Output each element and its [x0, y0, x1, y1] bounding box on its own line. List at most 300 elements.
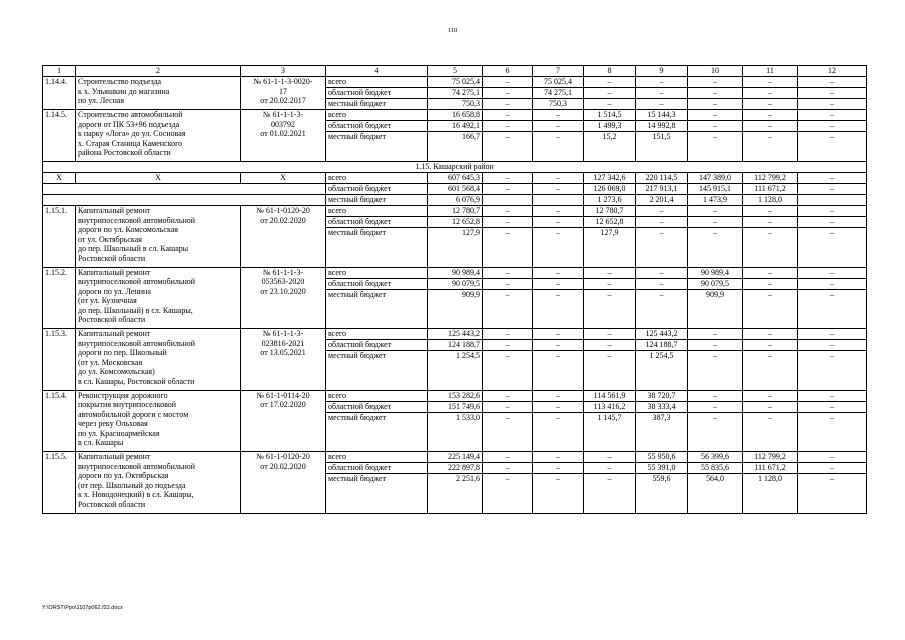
cell-line: внутрипоселковой автомобильной	[78, 338, 196, 348]
item-name	[76, 77, 241, 110]
cell-line: дороги по ул. Октябрьская	[78, 471, 169, 480]
value-cell: –	[533, 110, 584, 121]
value-cell: –	[743, 329, 798, 340]
value-cell: –	[584, 278, 636, 289]
value-cell: 125 443,2	[636, 329, 688, 340]
item-number: 1.15.2.	[43, 267, 76, 329]
value-cell: –	[533, 351, 584, 391]
cell-line: х. Старая Станица Каменского	[78, 138, 183, 148]
value-cell: 127,9	[428, 228, 483, 268]
value-cell: –	[584, 329, 636, 340]
cell-line: до пер. Школьный в сл. Кашары	[78, 244, 189, 253]
value-cell: –	[636, 88, 688, 99]
value-cell: –	[743, 132, 798, 162]
value-cell: –	[743, 110, 798, 121]
value-cell: –	[483, 463, 533, 474]
value-cell: 74 275,1	[533, 88, 584, 99]
value-cell: –	[483, 99, 533, 110]
budget-label: всего	[326, 110, 428, 121]
value-cell: –	[798, 184, 867, 195]
value-cell: –	[636, 217, 688, 228]
value-cell: 15,2	[584, 132, 636, 162]
value-cell: –	[743, 412, 798, 452]
budget-label: областной бюджет	[326, 340, 428, 351]
table-row	[43, 329, 867, 340]
value-cell: –	[688, 77, 743, 88]
value-cell: –	[798, 121, 867, 132]
value-cell: –	[483, 77, 533, 88]
value-cell: –	[798, 289, 867, 329]
column-header: 9	[636, 66, 688, 77]
value-cell: –	[533, 452, 584, 463]
value-cell: –	[743, 228, 798, 268]
value-cell: 16 658,8	[428, 110, 483, 121]
value-cell: 111 671,2	[743, 184, 798, 195]
column-header: 8	[584, 66, 636, 77]
value-cell: 90 989,4	[428, 267, 483, 278]
column-header: 1	[43, 66, 76, 77]
value-cell: –	[584, 99, 636, 110]
value-cell: –	[743, 217, 798, 228]
cell-line: от 23.10.2020	[260, 286, 306, 296]
budget-label: местный бюджет	[326, 412, 428, 452]
value-cell: –	[688, 206, 743, 217]
value-cell: 12 780,7	[428, 206, 483, 217]
value-cell: –	[688, 329, 743, 340]
value-cell: –	[688, 217, 743, 228]
value-cell: 145 915,1	[688, 184, 743, 195]
value-cell: 127,9	[584, 228, 636, 268]
value-cell: –	[798, 351, 867, 391]
value-cell: –	[533, 463, 584, 474]
item-name	[76, 267, 241, 329]
value-cell: –	[483, 452, 533, 463]
cell-line: в сл. Кашары	[78, 438, 124, 447]
value-cell: –	[483, 390, 533, 401]
value-cell: –	[798, 173, 867, 184]
value-cell: 112 799,2	[743, 452, 798, 463]
value-cell: –	[688, 340, 743, 351]
value-cell: –	[636, 289, 688, 329]
table-row	[43, 77, 867, 88]
cell-line: № 61-1-1-3-	[262, 267, 304, 277]
cell-line: 003792	[271, 119, 295, 129]
budget-table	[42, 65, 867, 514]
cell-line: покрытия внутрипоселковой	[78, 400, 177, 409]
cell-line: № 61-1-1-3-	[262, 110, 304, 119]
value-cell: –	[483, 206, 533, 217]
cell-line: дороги по ул. Комсомольская	[78, 225, 178, 234]
column-header: 4	[326, 66, 428, 77]
budget-label: областной бюджет	[326, 88, 428, 99]
value-cell: 217 913,1	[636, 184, 688, 195]
value-cell: –	[584, 267, 636, 278]
value-cell: 607 645,3	[428, 173, 483, 184]
value-cell: 559,6	[636, 474, 688, 514]
value-cell: –	[743, 99, 798, 110]
value-cell: 126 069,0	[584, 184, 636, 195]
budget-label: областной бюджет	[326, 184, 428, 195]
value-cell: 127 342,6	[584, 173, 636, 184]
value-cell: –	[483, 289, 533, 329]
value-cell: 147 389,0	[688, 173, 743, 184]
cell-line: Строительство автомобильной	[78, 110, 183, 119]
value-cell: –	[483, 184, 533, 195]
value-cell: –	[743, 88, 798, 99]
value-cell: 387,3	[636, 412, 688, 452]
value-cell: –	[584, 351, 636, 391]
value-cell: –	[688, 110, 743, 121]
cell-line: дороги от ПК 53+96 подъезда	[78, 119, 180, 129]
budget-label: всего	[326, 452, 428, 463]
value-cell: –	[533, 206, 584, 217]
value-cell: –	[798, 329, 867, 340]
value-cell: –	[483, 401, 533, 412]
value-cell: –	[798, 452, 867, 463]
value-cell: 12 652,8	[428, 217, 483, 228]
value-cell: –	[636, 278, 688, 289]
value-cell: 220 114,5	[636, 173, 688, 184]
value-cell: –	[798, 88, 867, 99]
value-cell: –	[533, 289, 584, 329]
value-cell: –	[533, 474, 584, 514]
value-cell	[533, 195, 584, 206]
budget-label: всего	[326, 390, 428, 401]
value-cell: –	[798, 278, 867, 289]
value-cell: –	[798, 401, 867, 412]
cell-line: дороги по пер. Школьный	[78, 348, 167, 357]
value-cell: 1 473,9	[688, 195, 743, 206]
value-cell: –	[688, 228, 743, 268]
value-cell: 222 897,8	[428, 463, 483, 474]
item-document	[241, 267, 326, 329]
value-cell: –	[798, 463, 867, 474]
cell-line: от ул. Октябрьская	[78, 234, 142, 244]
column-header: 6	[483, 66, 533, 77]
value-cell: 1 145,7	[584, 412, 636, 452]
value-cell: 750,3	[533, 99, 584, 110]
value-cell: –	[584, 340, 636, 351]
value-cell: –	[483, 474, 533, 514]
cell-line: (от пер. Школьный до подъезда	[78, 480, 186, 490]
value-cell: –	[533, 412, 584, 452]
item-name	[76, 206, 241, 268]
value-cell: –	[483, 351, 533, 391]
value-cell: –	[483, 88, 533, 99]
cell-line: от 13.05.2021	[260, 348, 306, 357]
cell-line: к парку «Лога» до ул. Сосновая	[78, 129, 186, 138]
value-cell: 1 254,5	[636, 351, 688, 391]
cell-line: (от ул. Кузнечная	[78, 296, 137, 305]
budget-label: областной бюджет	[326, 401, 428, 412]
value-cell: 75 025,4	[428, 77, 483, 88]
value-cell: –	[533, 267, 584, 278]
value-cell: –	[743, 278, 798, 289]
item-document	[241, 452, 326, 514]
value-cell: 909,9	[688, 289, 743, 329]
cell-line: автомобильной дороги с мостом	[78, 409, 189, 419]
value-cell: –	[636, 99, 688, 110]
cell-line: к х. Новодонецкий) в сл. Кашары,	[78, 490, 194, 499]
value-cell	[798, 195, 867, 206]
value-cell: –	[483, 110, 533, 121]
value-cell: 16 492,1	[428, 121, 483, 132]
budget-label: всего	[326, 206, 428, 217]
value-cell: 2 251,6	[428, 474, 483, 514]
column-header: 10	[688, 66, 743, 77]
value-cell: 14 992,8	[636, 121, 688, 132]
cell-line: 023816-2021	[261, 338, 305, 348]
value-cell: –	[584, 289, 636, 329]
section-row	[43, 162, 867, 173]
cell-line: от 20.02.2017	[260, 96, 306, 105]
cell-line: 053563-2020	[261, 277, 305, 286]
value-cell: 1 273,6	[584, 195, 636, 206]
column-header: 7	[533, 66, 584, 77]
value-cell: 153 282,6	[428, 390, 483, 401]
value-cell: –	[636, 77, 688, 88]
value-cell: –	[584, 77, 636, 88]
cell-line: от 20.02.2020	[260, 461, 306, 471]
value-cell: –	[483, 173, 533, 184]
value-cell: 111 671,2	[743, 463, 798, 474]
value-cell: –	[483, 121, 533, 132]
value-cell: –	[483, 132, 533, 162]
budget-label: местный бюджет	[326, 351, 428, 391]
budget-label: областной бюджет	[326, 463, 428, 474]
value-cell: 38 720,7	[636, 390, 688, 401]
item-name	[76, 110, 241, 162]
value-cell: 124 188,7	[636, 340, 688, 351]
cell-line: внутрипоселковой автомобильной	[78, 277, 196, 286]
value-cell	[483, 195, 533, 206]
value-cell: –	[798, 77, 867, 88]
value-cell: 12 780,7	[584, 206, 636, 217]
item-document	[241, 77, 326, 110]
budget-label: местный бюджет	[326, 289, 428, 329]
value-cell: –	[533, 278, 584, 289]
column-header: 3	[241, 66, 326, 77]
column-header: 11	[743, 66, 798, 77]
value-cell: 38 333,4	[636, 401, 688, 412]
cell-line: 17	[279, 86, 287, 96]
cell-line: района Ростовской области	[78, 148, 171, 157]
value-cell: 114 561,9	[584, 390, 636, 401]
budget-label: местный бюджет	[326, 195, 428, 206]
value-cell: 55 950,6	[636, 452, 688, 463]
value-cell: –	[688, 88, 743, 99]
section-title: 1.15. Кашарский район	[43, 162, 867, 173]
budget-label: местный бюджет	[326, 99, 428, 110]
value-cell: –	[743, 267, 798, 278]
cell-line: Капитальный ремонт	[78, 452, 151, 461]
column-header: 5	[428, 66, 483, 77]
value-cell: 1 254,5	[428, 351, 483, 391]
cell-line: (от ул. Московская	[78, 357, 143, 367]
cell-line: № 61-1-1-3-0020-	[253, 77, 313, 86]
value-cell: –	[798, 110, 867, 121]
value-cell: –	[636, 228, 688, 268]
value-cell: –	[798, 206, 867, 217]
value-cell: –	[533, 173, 584, 184]
item-number: 1.15.3.	[43, 329, 76, 391]
value-cell: –	[688, 401, 743, 412]
value-cell: –	[483, 329, 533, 340]
footer-file-path: Y:\ORST\Ppo\1107p062.f22.docx	[42, 605, 123, 611]
value-cell: –	[533, 390, 584, 401]
value-cell: –	[798, 474, 867, 514]
item-document	[241, 329, 326, 391]
value-cell: 90 079,5	[688, 278, 743, 289]
value-cell: –	[636, 267, 688, 278]
value-cell: –	[483, 278, 533, 289]
value-cell: –	[483, 228, 533, 268]
cell-line: до пер. Школьный) в сл. Кашары,	[78, 305, 193, 315]
cell-line: через реку Ольховая	[78, 419, 148, 428]
value-cell: 56 399,6	[688, 452, 743, 463]
table-row	[43, 452, 867, 463]
value-cell: –	[743, 206, 798, 217]
value-cell: 124 188,7	[428, 340, 483, 351]
value-cell: 90 989,4	[688, 267, 743, 278]
value-cell: –	[688, 132, 743, 162]
cell-line: в сл. Кашары, Ростовской области	[78, 376, 195, 386]
value-cell: –	[798, 340, 867, 351]
budget-label: областной бюджет	[326, 217, 428, 228]
value-cell: –	[533, 401, 584, 412]
value-cell: –	[743, 401, 798, 412]
cell-line: Капитальный ремонт	[78, 329, 151, 338]
cell-line: от 20.02.2020	[260, 215, 306, 225]
value-cell: –	[533, 329, 584, 340]
section-total-row	[43, 184, 867, 195]
cell-line: Ростовской области	[78, 315, 146, 324]
value-cell: –	[584, 474, 636, 514]
value-cell: –	[688, 412, 743, 452]
cell-line: Реконструкция дорожного	[78, 390, 168, 400]
value-cell: 750,3	[428, 99, 483, 110]
cell-line: по ул. Красноармейская	[78, 428, 160, 438]
value-cell: –	[798, 267, 867, 278]
item-document	[241, 110, 326, 162]
value-cell: 74 275,1	[428, 88, 483, 99]
item-number: 1.15.1.	[43, 206, 76, 268]
value-cell: –	[688, 121, 743, 132]
value-cell: –	[533, 132, 584, 162]
value-cell: –	[688, 390, 743, 401]
cell-line: по ул. Лесная	[78, 96, 125, 105]
item-document	[241, 390, 326, 452]
value-cell: 225 149,4	[428, 452, 483, 463]
cell-line: № 61-1-1-3-	[262, 329, 304, 338]
empty-cell	[43, 184, 326, 195]
value-cell: –	[688, 351, 743, 391]
value-cell: 2 201,4	[636, 195, 688, 206]
value-cell: 15 144,3	[636, 110, 688, 121]
cell-line: от 17.02.2020	[260, 400, 306, 409]
cell-line: Капитальный ремонт	[78, 206, 151, 215]
item-document	[241, 206, 326, 268]
budget-label: всего	[326, 267, 428, 278]
value-cell: –	[798, 412, 867, 452]
cell-line: до ул. Комсомольская)	[78, 367, 155, 376]
table-row	[43, 110, 867, 121]
value-cell: 125 443,2	[428, 329, 483, 340]
value-cell: 55 835,6	[688, 463, 743, 474]
cell-line: Капитальный ремонт	[78, 267, 151, 277]
value-cell: –	[584, 88, 636, 99]
value-cell: –	[688, 99, 743, 110]
value-cell: 1 128,0	[743, 474, 798, 514]
value-cell: –	[798, 99, 867, 110]
value-cell: 75 025,4	[533, 77, 584, 88]
column-header: 2	[76, 66, 241, 77]
budget-label: всего	[326, 329, 428, 340]
budget-label: местный бюджет	[326, 474, 428, 514]
value-cell: –	[483, 412, 533, 452]
value-cell: 90 079,5	[428, 278, 483, 289]
value-cell: –	[584, 452, 636, 463]
budget-label: местный бюджет	[326, 228, 428, 268]
cell-line: дороги по ул. Ленина	[78, 286, 151, 296]
value-cell: –	[798, 132, 867, 162]
value-cell: –	[743, 289, 798, 329]
value-cell: 151 749,6	[428, 401, 483, 412]
value-cell: 909,9	[428, 289, 483, 329]
budget-label: областной бюджет	[326, 121, 428, 132]
value-cell: 601 568,4	[428, 184, 483, 195]
cell-line: № 61-1-0114-20	[256, 390, 310, 400]
value-cell: –	[743, 77, 798, 88]
budget-label: всего	[326, 77, 428, 88]
cell-line: к х. Ульяшкин до магазина	[78, 86, 170, 96]
value-cell: 112 799,2	[743, 173, 798, 184]
value-cell: –	[584, 463, 636, 474]
cell-line: Строительство подъезда	[78, 77, 162, 86]
value-cell: 151,5	[636, 132, 688, 162]
budget-label: областной бюджет	[326, 278, 428, 289]
table-row	[43, 390, 867, 401]
column-header: 12	[798, 66, 867, 77]
value-cell: –	[483, 217, 533, 228]
item-name	[76, 452, 241, 514]
section-total-row	[43, 195, 867, 206]
value-cell: 166,7	[428, 132, 483, 162]
cell-line: внутрипоселковой автомобильной	[78, 215, 196, 225]
value-cell: 564,0	[688, 474, 743, 514]
value-cell: –	[798, 390, 867, 401]
value-cell: –	[533, 184, 584, 195]
value-cell: –	[743, 351, 798, 391]
table-row	[43, 206, 867, 217]
cell-line: Ростовской области	[78, 253, 146, 263]
item-number: 1.14.5.	[43, 110, 76, 162]
value-cell: 1 499,3	[584, 121, 636, 132]
budget-label: всего	[326, 173, 428, 184]
value-cell: –	[636, 206, 688, 217]
value-cell: –	[743, 390, 798, 401]
header-row	[43, 66, 867, 77]
placeholder-x: X	[76, 173, 241, 184]
item-number: 1.14.4.	[43, 77, 76, 110]
value-cell: 1 128,0	[743, 195, 798, 206]
section-total-row	[43, 173, 867, 184]
cell-line: Ростовской области	[78, 499, 146, 509]
page-number: 110	[447, 27, 458, 34]
item-name	[76, 329, 241, 391]
value-cell: 12 652,8	[584, 217, 636, 228]
cell-line: от 01.02.2021	[260, 129, 306, 138]
